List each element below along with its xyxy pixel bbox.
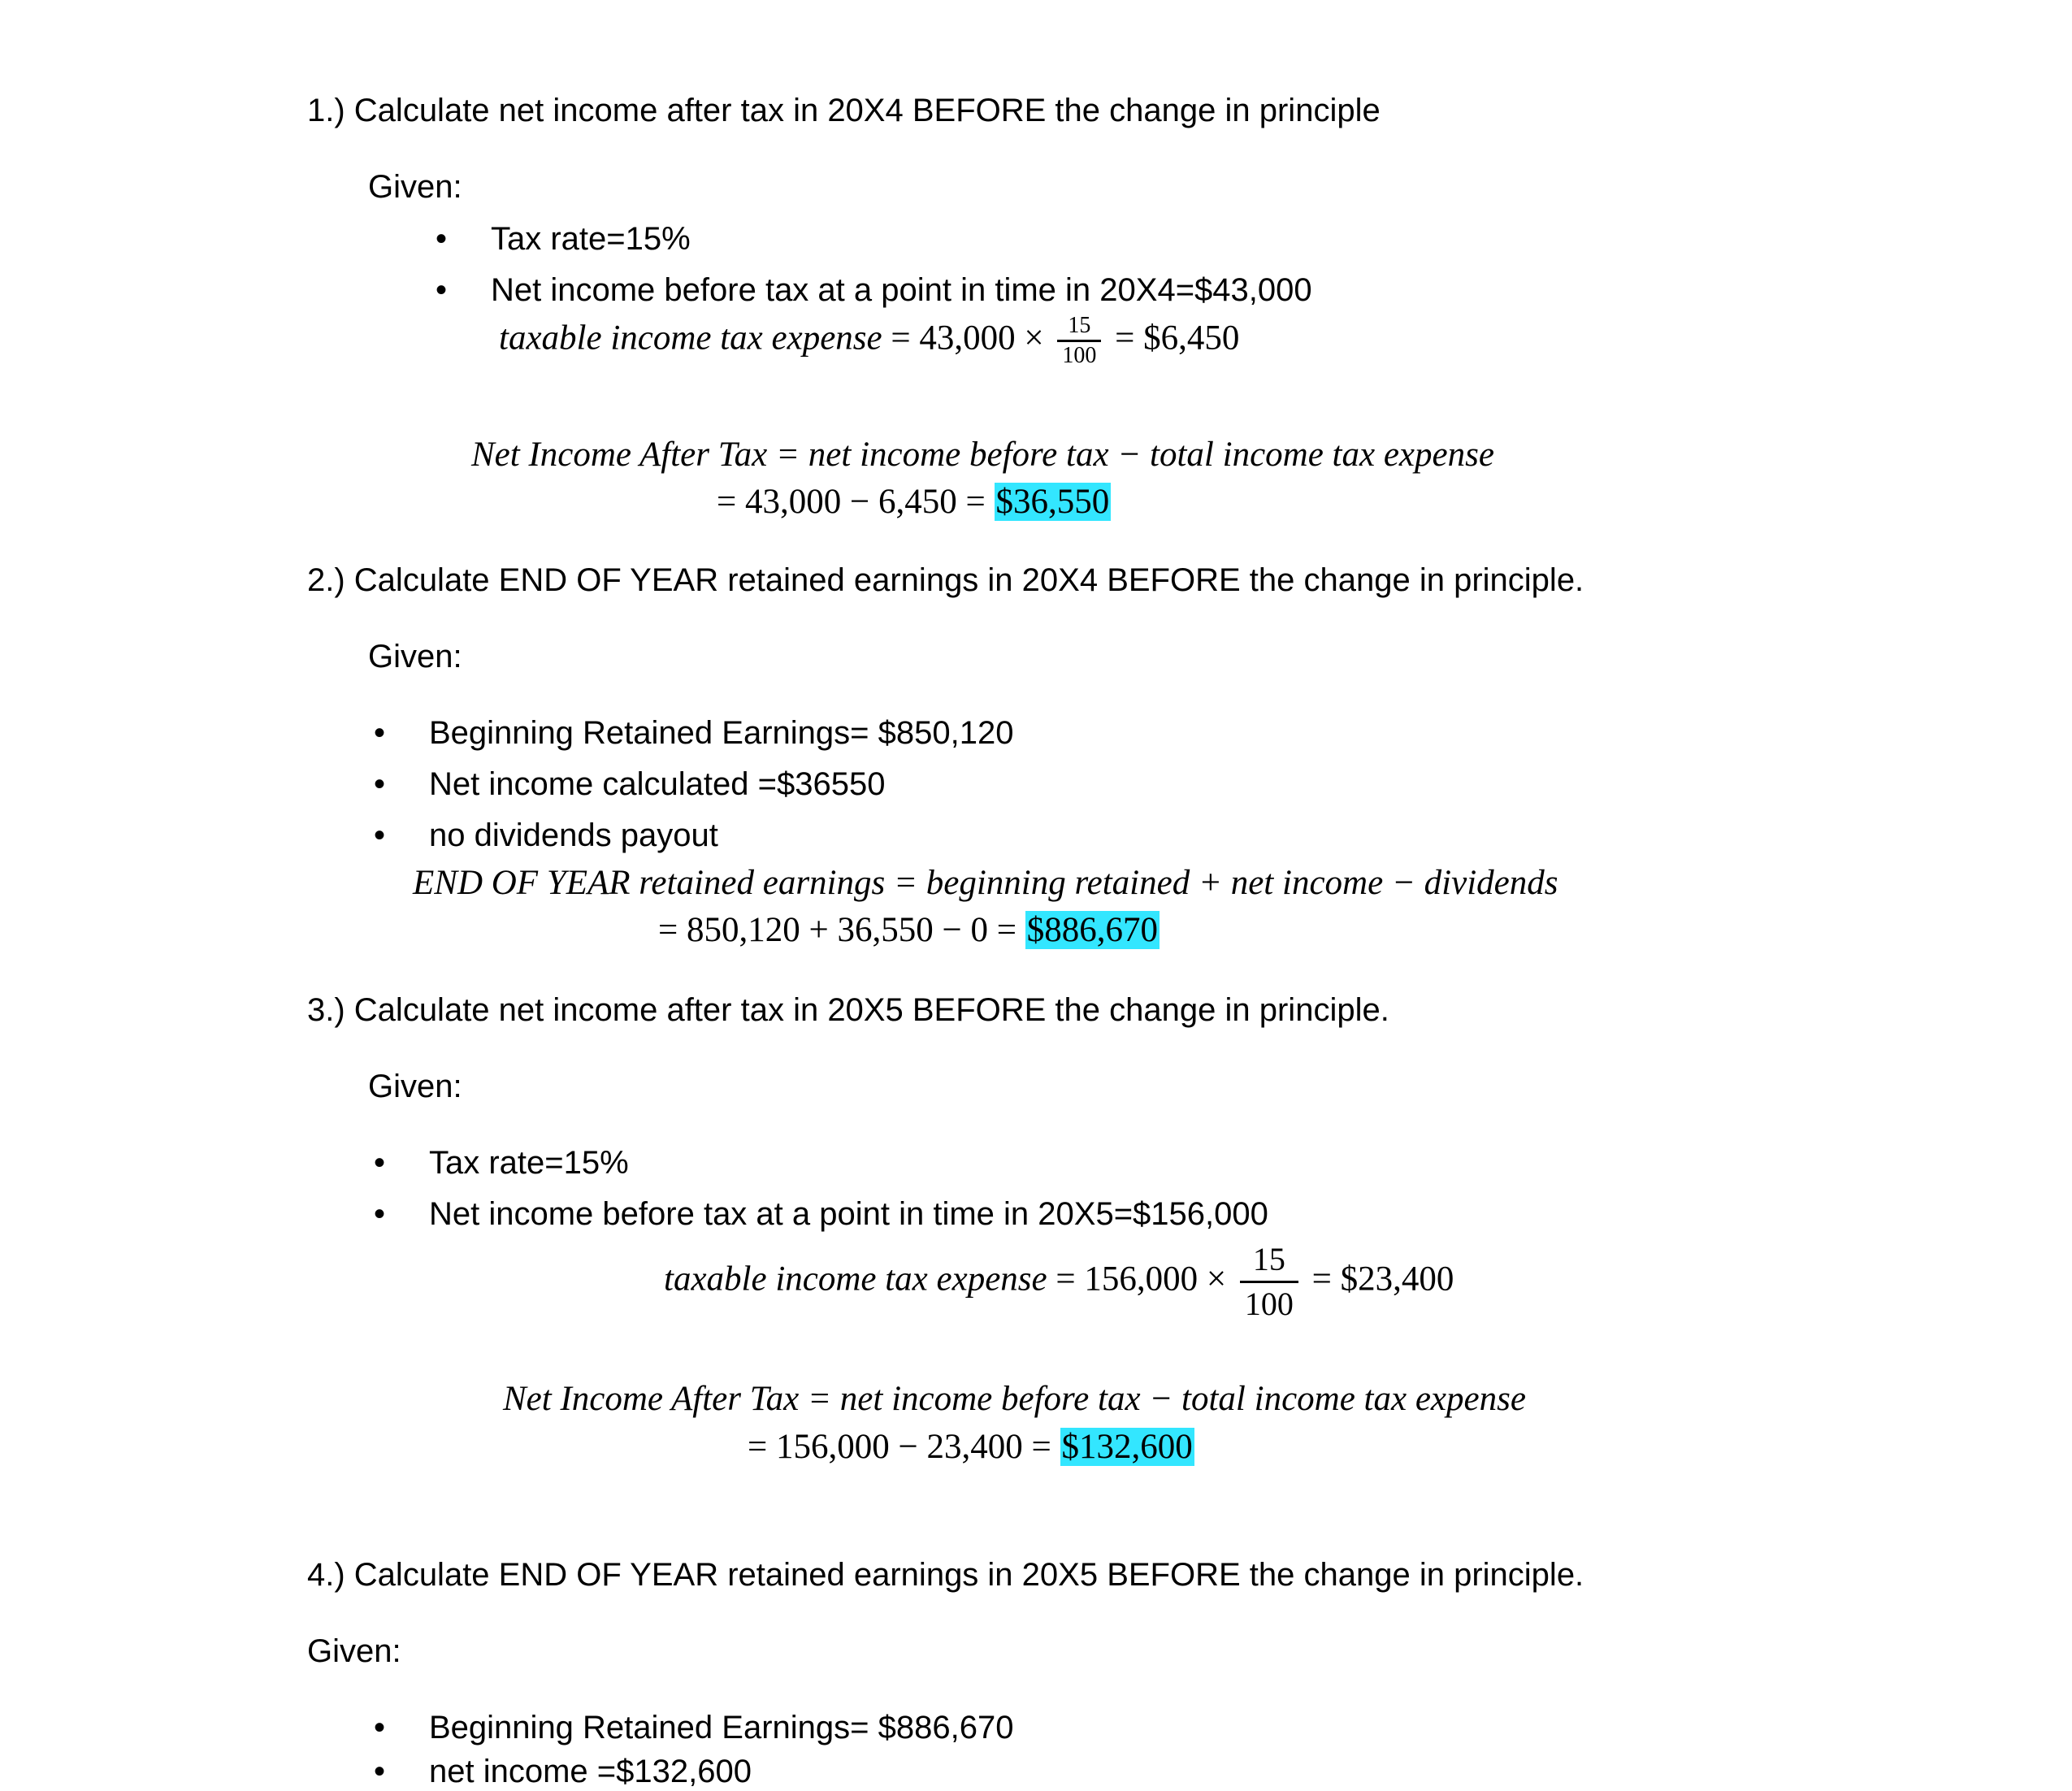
section3-heading: 3.) Calculate net income after tax in 20X5 BEFORE the change in principle.	[307, 992, 1389, 1028]
formula-lhs: Net Income After Tax	[503, 1380, 800, 1418]
section3-given-label: Given:	[368, 1069, 462, 1104]
list-item: • no dividends payout	[429, 816, 718, 855]
formula-rhs: = net income before tax − total income tax expense	[808, 1380, 1526, 1418]
formula-rhs: = beginning retained + net income − dividends	[894, 864, 1558, 902]
result-highlight: $886,670	[1026, 911, 1159, 949]
list-item: • Net income before tax at a point in time in 20X5=$156,000	[429, 1195, 1268, 1234]
section3-net-income-formula	[503, 1378, 1526, 1420]
fraction	[1240, 1238, 1298, 1325]
formula-lhs: END OF YEAR retained earnings	[413, 864, 886, 902]
fraction-numerator: 15	[1057, 312, 1101, 342]
section4-heading: 4.) Calculate END OF YEAR retained earnings in 20X5 BEFORE the change in principle.	[307, 1557, 1584, 1593]
result-highlight: $132,600	[1061, 1428, 1193, 1466]
equation-mid: = 43,000 ×	[891, 319, 1044, 358]
fraction-numerator: 15	[1240, 1238, 1298, 1283]
fraction-denominator: 100	[1062, 343, 1097, 368]
list-item: • Beginning Retained Earnings= $850,120	[429, 713, 1013, 752]
section4-given-label: Given:	[307, 1633, 401, 1669]
list-item: • Beginning Retained Earnings= $886,670	[429, 1708, 1013, 1747]
section1-tax-equation	[499, 312, 1239, 370]
calculation-text: = 43,000 − 6,450 =	[717, 483, 986, 521]
fraction-denominator: 100	[1244, 1286, 1294, 1322]
calculation-text: = 850,120 + 36,550 − 0 =	[658, 911, 1017, 949]
equation-lhs: taxable income tax expense	[499, 319, 882, 358]
list-item: • Net income calculated =$36550	[429, 765, 885, 804]
section1-given-label: Given:	[368, 169, 462, 205]
result-highlight: $36,550	[995, 483, 1110, 521]
section3-tax-equation	[664, 1238, 1454, 1325]
formula-rhs: = net income before tax − total income tax expense	[776, 436, 1494, 474]
section1-heading: 1.) Calculate net income after tax in 20X4 BEFORE the change in principle	[307, 93, 1381, 128]
list-item: • net income =$132,600	[429, 1752, 752, 1791]
section2-heading: 2.) Calculate END OF YEAR retained earnings in 20X4 BEFORE the change in principle.	[307, 562, 1584, 598]
calculation-text: = 156,000 − 23,400 =	[748, 1428, 1051, 1466]
fraction	[1057, 312, 1101, 370]
equation-lhs: taxable income tax expense	[664, 1260, 1047, 1299]
section2-formula	[413, 862, 1558, 904]
list-item: • Tax rate=15%	[429, 1143, 629, 1182]
formula-lhs: Net Income After Tax	[471, 436, 768, 474]
equation-rhs: = $23,400	[1311, 1260, 1454, 1299]
section1-calculation	[717, 481, 1111, 523]
section3-calculation	[748, 1426, 1194, 1468]
equation-rhs: = $6,450	[1115, 319, 1240, 358]
section1-net-income-formula	[471, 434, 1494, 476]
list-item: • Net income before tax at a point in time in 20X4=$43,000	[491, 271, 1312, 310]
equation-mid: = 156,000 ×	[1056, 1260, 1227, 1299]
section2-calculation	[658, 909, 1160, 952]
list-item: • Tax rate=15%	[491, 219, 691, 258]
section2-given-label: Given:	[368, 639, 462, 674]
